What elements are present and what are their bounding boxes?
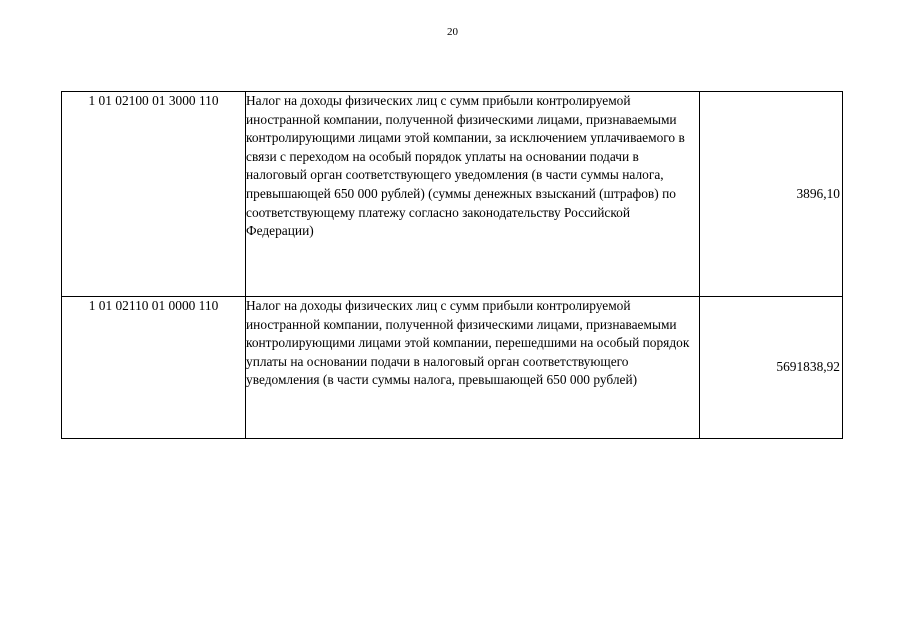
budget-code-cell: 1 01 02100 01 3000 110 xyxy=(62,92,246,297)
page-number: 20 xyxy=(447,26,458,38)
budget-code-cell: 1 01 02110 01 0000 110 xyxy=(62,297,246,439)
description-cell: Налог на доходы физических лиц с сумм прибыли контролируемой иностранной компании, полученной физическими лицами, признаваемыми контролирующими лицами этой компании, за исключением уплачиваемого в связи с переходом на особый порядок уплаты на основании подачи в налоговый орган соответствующего уведомления (в части суммы налога, превышающей 650 000 рублей) (суммы денежных взысканий (штрафов) по соответствующему платежу согласно законодательству Российской Федерации) xyxy=(246,92,700,297)
budget-table xyxy=(61,91,843,439)
table-row xyxy=(62,92,843,297)
amount-cell: 5691838,92 xyxy=(700,297,843,439)
description-cell: Налог на доходы физических лиц с сумм прибыли контролируемой иностранной компании, полученной физическими лицами, признаваемыми контролирующими лицами этой компании, перешедшими на особый порядок уплаты на основании подачи в налоговый орган соответствующего уведомления (в части суммы налога, превышающей 650 000 рублей) xyxy=(246,297,700,439)
table-row xyxy=(62,297,843,439)
amount-cell: 3896,10 xyxy=(700,92,843,297)
